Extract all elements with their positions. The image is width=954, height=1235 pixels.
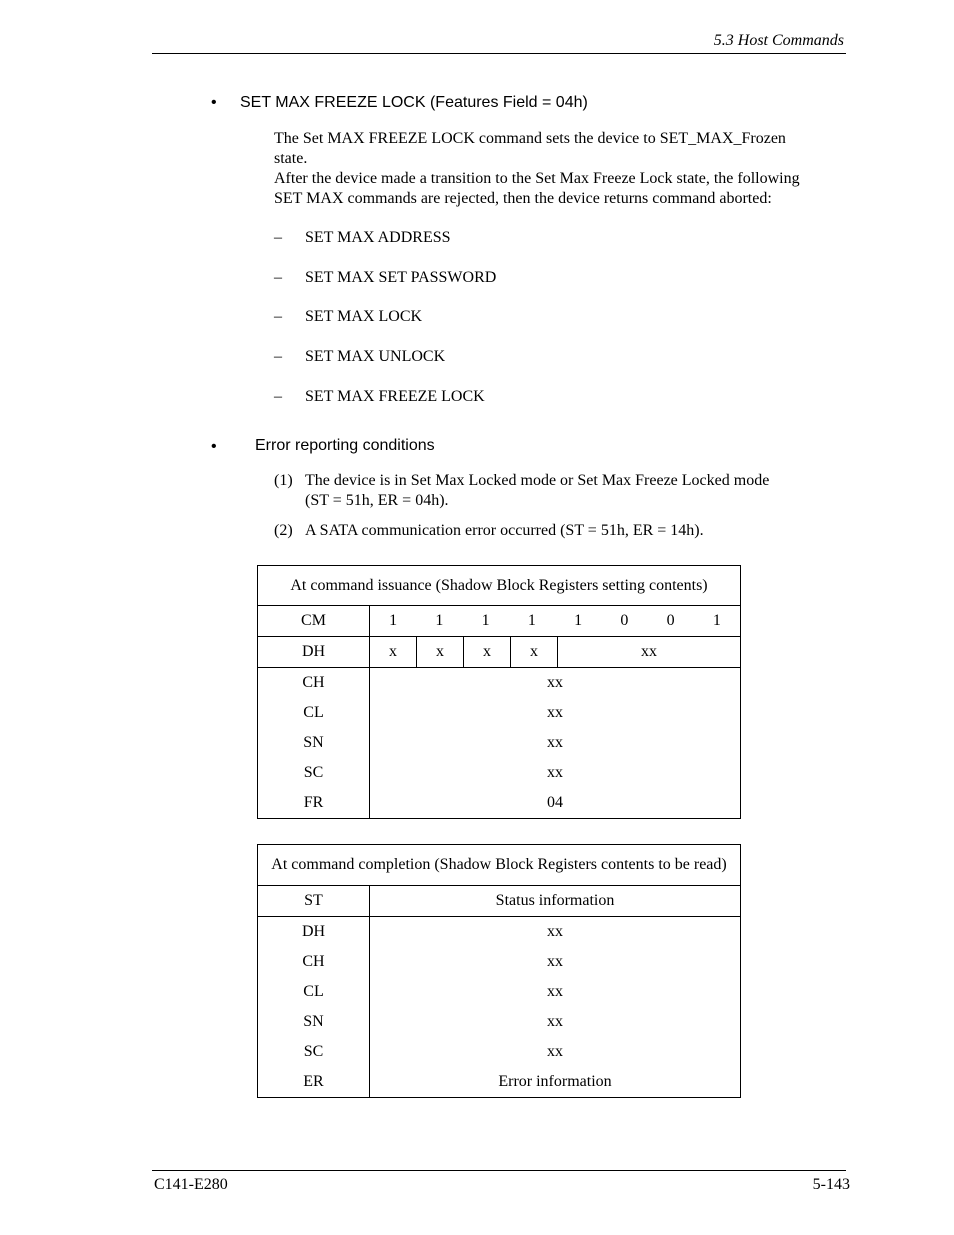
register-value: xx [547,734,563,751]
bit-cell: x [511,637,558,667]
footer-page-number: 5-143 [812,1176,850,1193]
register-value: Error information [498,1073,612,1090]
condition-number: (2) [274,522,293,539]
register-value: xx [547,674,563,691]
register-value: xx [547,704,563,721]
register-label-cm: CM [258,606,370,637]
dash-glyph: – [274,229,282,246]
register-label: CL [303,983,324,1000]
register-value: xx [547,1043,563,1060]
list-item [274,269,496,287]
bullet-glyph: • [211,438,217,455]
list-item [274,308,422,326]
table-caption: At command issuance (Shadow Block Registers setting contents) [258,566,741,606]
bit-cell: x [464,637,511,667]
list-item-text: SET MAX FREEZE LOCK [305,388,485,405]
condition-item [274,521,834,541]
list-item-text: SET MAX ADDRESS [305,229,451,246]
table-caption: At command completion (Shadow Block Registers contents to be read) [258,845,741,886]
bit-cell: x [417,637,464,667]
list-item [274,348,445,366]
condition-item [274,471,834,511]
paragraph-line: The Set MAX FREEZE LOCK command sets the device to SET_MAX_Frozen [274,130,786,147]
condition-text: (ST = 51h, ER = 04h). [305,492,449,509]
list-item [274,229,451,247]
dash-glyph: – [274,388,282,405]
bullet-glyph: • [211,94,217,111]
register-value-st: Status information [370,886,741,917]
paragraph-line: After the device made a transition to the Set Max Freeze Lock state, the following [274,170,800,187]
header-rule [152,53,846,54]
register-label-dh: DH [258,637,370,668]
condition-number: (1) [274,472,293,489]
bit-cell: 1 [435,612,444,629]
paragraph-line: state. [274,150,308,167]
register-label: CH [302,674,325,691]
register-label: CH [302,953,325,970]
register-label-group [258,917,370,1098]
issuance-register-table [257,565,741,819]
list-item-text: SET MAX SET PASSWORD [305,269,497,286]
list-item-text: SET MAX UNLOCK [305,348,446,365]
register-label-group [258,668,370,819]
register-label: DH [301,923,326,940]
register-label: SC [303,764,324,781]
bit-cell: 1 [481,612,490,629]
dh-bits [370,637,741,668]
register-value: xx [547,953,563,970]
dash-glyph: – [274,308,282,325]
completion-register-table [257,844,741,1098]
bit-cell: x [370,637,417,667]
register-value: 04 [547,794,563,811]
dash-glyph: – [274,348,282,365]
bullet-title-set-max-freeze-lock: SET MAX FREEZE LOCK (Features Field = 04h) [240,94,588,111]
bit-cell: 0 [620,612,629,629]
register-value-group [370,917,741,1098]
register-value: xx [547,983,563,1000]
register-label: ER [303,1073,324,1090]
section-header: 5.3 Host Commands [713,32,844,49]
register-label-st: ST [258,886,370,917]
register-label: SN [303,734,324,751]
bit-cell: xx [641,643,657,660]
register-label: CL [303,704,324,721]
bit-cell: 0 [666,612,675,629]
footer-rule [152,1170,846,1171]
paragraph-description [274,129,844,209]
bit-cell: 1 [712,612,721,629]
register-value: xx [547,1013,563,1030]
list-item-text: SET MAX LOCK [305,308,423,325]
register-label: FR [303,794,324,811]
footer-doc-id: C141-E280 [154,1176,228,1193]
condition-text: A SATA communication error occurred (ST = 51h, ER = 14h). [305,522,704,539]
paragraph-line: SET MAX commands are rejected, then the device returns command aborted: [274,190,772,207]
bit-cell: 1 [527,612,536,629]
bit-cell: 1 [389,612,398,629]
register-label: SC [303,1043,324,1060]
register-value: xx [547,923,563,940]
dash-glyph: – [274,269,282,286]
bullet-title-error-reporting: Error reporting conditions [255,437,435,454]
bit-cell: 1 [574,612,583,629]
register-value-group [370,668,741,819]
register-label: SN [303,1013,324,1030]
list-item [274,388,485,406]
cm-bits [370,606,741,637]
register-value: xx [547,764,563,781]
condition-text: The device is in Set Max Locked mode or Set Max Freeze Locked mode [305,472,770,489]
